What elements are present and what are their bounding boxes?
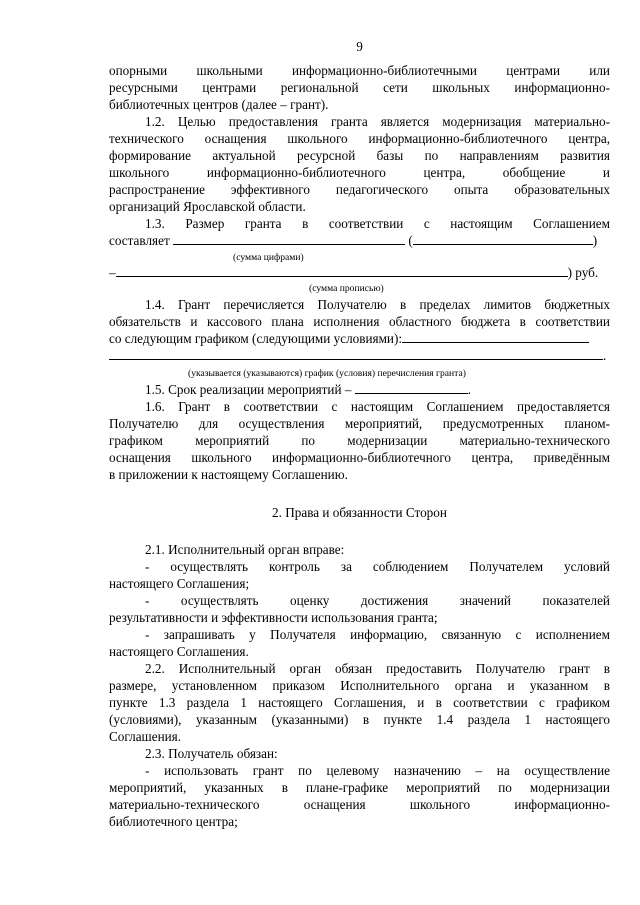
text-fragment: . xyxy=(603,348,607,363)
text-line: 2.3. Получатель обязан: xyxy=(145,746,278,761)
text-line: библиотечных центров (далее – грант). xyxy=(109,97,329,112)
text-fragment: со следующим графиком (следующими условиями): xyxy=(109,331,403,346)
text-line: размере, установленном приказом Исполнительного органа и указанном в xyxy=(109,678,610,693)
text-line: графиком мероприятий по модернизации материально-технического xyxy=(109,433,610,448)
blank-field xyxy=(413,233,593,245)
blank-field xyxy=(116,265,568,277)
text-line: - осуществлять контроль за соблюдением Получателем условий xyxy=(145,559,610,574)
schedule-line xyxy=(109,330,610,347)
text-line: оснащения школьного информационно-библиотечного центра, приведённым xyxy=(109,450,610,465)
text-line: 1.2. Целью предоставления гранта является модернизация материально- xyxy=(145,114,610,129)
text-line: обязательств и кассового плана исполнения областного бюджета в соответствии xyxy=(109,314,610,329)
text-line: 1.3. Размер гранта в соответствии с настоящим Соглашением xyxy=(145,216,610,231)
caption-sum-words: (сумма прописью) xyxy=(309,283,384,294)
text-fragment: составляет xyxy=(109,233,170,248)
amount-words-line xyxy=(109,264,610,281)
text-line: организаций Ярославской области. xyxy=(109,199,306,214)
text-fragment: ( xyxy=(408,233,413,248)
text-line: - использовать грант по целевому назначению – на осуществление xyxy=(145,763,610,778)
schedule-blank-line xyxy=(109,347,610,364)
text-line: мероприятий, указанных в плане-графике мероприятий по модернизации xyxy=(109,780,610,795)
text-line: 1.6. Грант в соответствии с настоящим Соглашением предоставляется xyxy=(145,399,610,414)
text-line: распространение эффективного педагогического опыта образовательных xyxy=(109,182,610,197)
caption-sum-digits: (сумма цифрами) xyxy=(233,252,304,263)
text-fragment: – xyxy=(109,265,116,280)
amount-digits-line xyxy=(109,232,610,249)
text-line: школьного информационно-библиотечного центра, обобщение и xyxy=(109,165,610,180)
section-heading: 2. Права и обязанности Сторон xyxy=(272,505,447,520)
text-fragment: 1.5. Срок реализации мероприятий – xyxy=(145,382,352,397)
text-line: ресурсными центрами региональной сети школьных информационно- xyxy=(109,80,610,95)
text-line: Соглашения. xyxy=(109,729,182,744)
caption-schedule: (указывается (указываются) график (условия) перечисления гранта) xyxy=(188,368,466,379)
blank-field xyxy=(402,331,589,343)
text-line: опорными школьными информационно-библиотечными центрами или xyxy=(109,63,610,78)
text-fragment: . xyxy=(467,382,472,397)
text-line: 1.4. Грант перечисляется Получателю в пределах лимитов бюджетных xyxy=(145,297,610,312)
text-line: 2.1. Исполнительный орган вправе: xyxy=(145,542,345,557)
text-fragment: ) xyxy=(592,233,598,248)
text-line: Получателю для осуществления мероприятий, предусмотренных планом- xyxy=(109,416,610,431)
text-line: в приложении к настоящему Соглашению. xyxy=(109,467,348,482)
page-number: 9 xyxy=(356,39,363,54)
blank-field xyxy=(355,382,468,394)
text-line: 2.2. Исполнительный орган обязан предоставить Получателю грант в xyxy=(145,661,610,676)
text-fragment: ) руб. xyxy=(567,265,599,280)
text-line: формирование актуальной ресурсной базы по направлениям развития xyxy=(109,148,610,163)
text-line: пункте 1.3 раздела 1 настоящего Соглашения, и в соответствии с графиком xyxy=(109,695,610,710)
text-line: технического оснащения школьного информационно-библиотечного центра, xyxy=(109,131,610,146)
text-line: библиотечного центра; xyxy=(109,814,238,829)
text-line: (условиями), указанным (указанными) в пункте 1.4 раздела 1 настоящего xyxy=(109,712,610,727)
text-line: материально-технического оснащения школьного информационно- xyxy=(109,797,610,812)
text-line: результативности и эффективности использования гранта; xyxy=(109,610,438,625)
text-line: - запрашивать у Получателя информацию, связанную с исполнением xyxy=(145,627,610,642)
text-line: настоящего Соглашения. xyxy=(109,644,249,659)
term-line xyxy=(145,381,610,398)
blank-field xyxy=(109,348,603,360)
text-line: настоящего Соглашения; xyxy=(109,576,250,591)
blank-field xyxy=(173,233,405,245)
text-line: - осуществлять оценку достижения значений показателей xyxy=(145,593,610,608)
